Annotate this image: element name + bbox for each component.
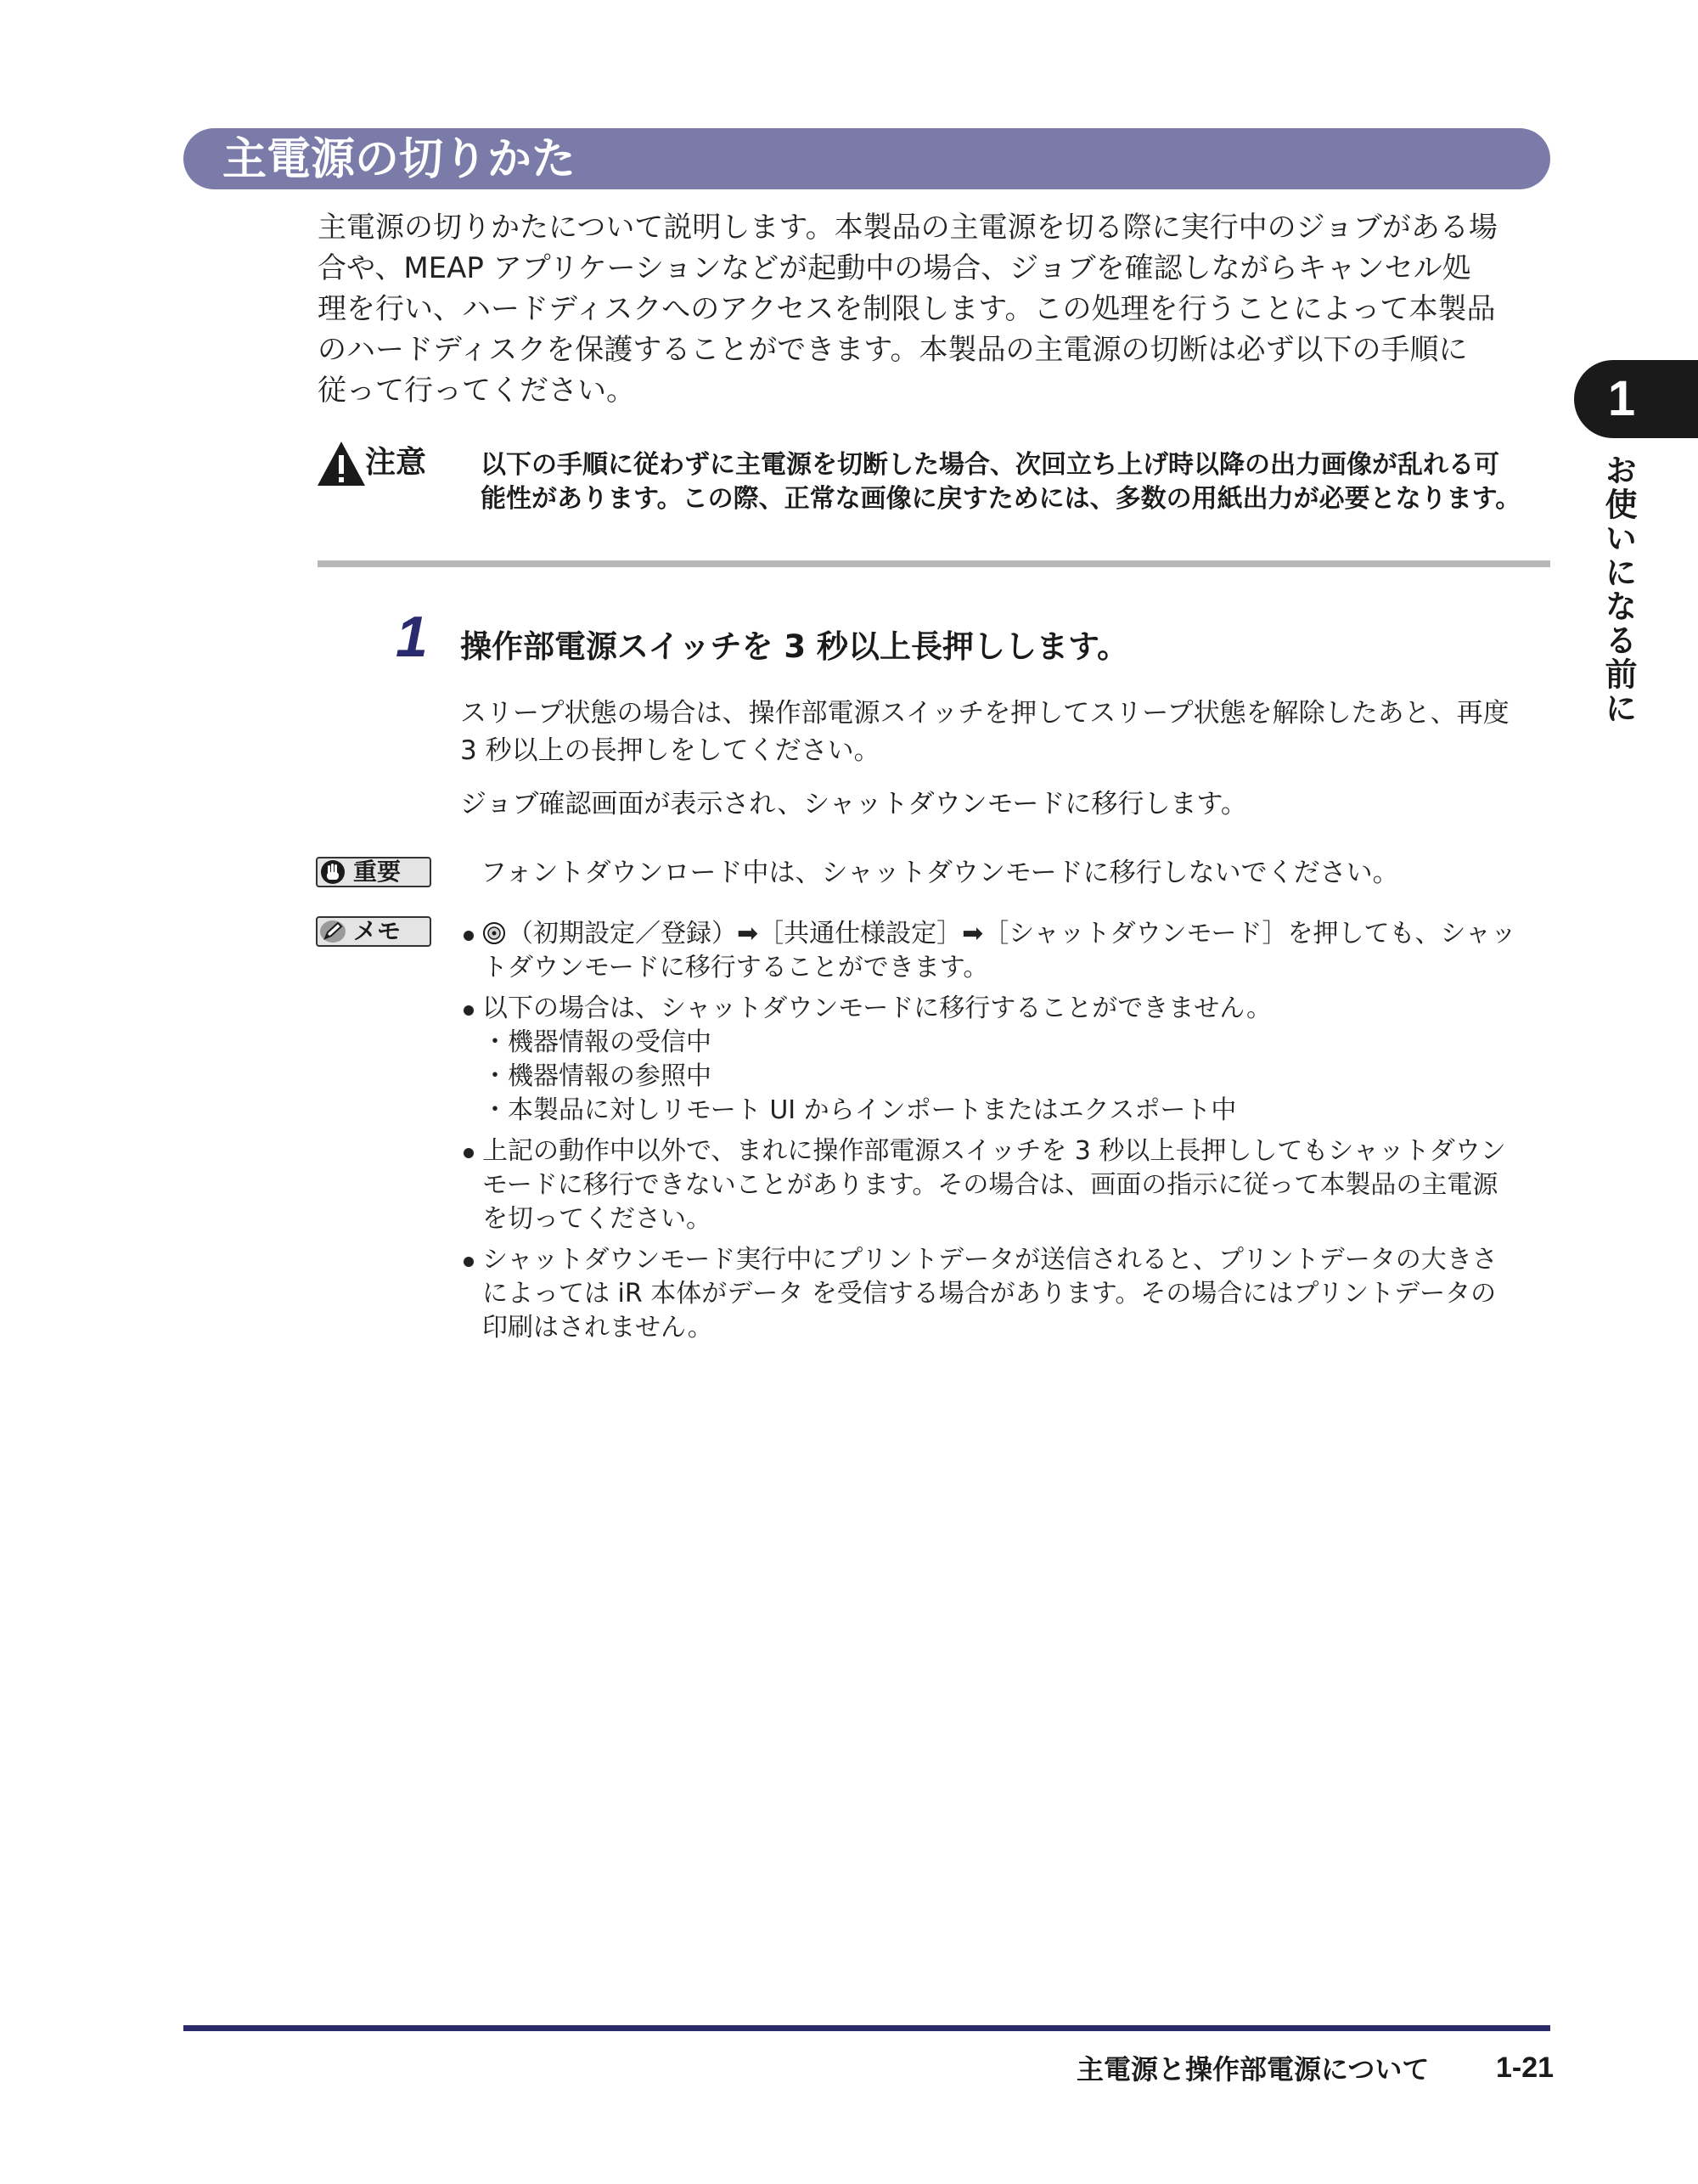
memo-line: によっては iR 本体がデータ を受信する場合があります。その場合にはプリントデータの — [482, 1279, 1497, 1309]
caution-label: 注意 — [365, 445, 427, 480]
section-divider — [318, 560, 1550, 567]
caution-line: 能性があります。この際、正常な画像に戻すためには、多数の用紙出力が必要となります。 — [481, 484, 1521, 514]
intro-paragraph — [318, 207, 1554, 411]
hand-stop-icon — [318, 858, 348, 886]
footer-section-title: 主電源と操作部電源について — [1077, 2053, 1430, 2085]
important-label-text: 重要 — [353, 858, 402, 886]
footer-rule — [183, 2025, 1550, 2031]
intro-line: 従って行ってください。 — [318, 374, 635, 408]
step-heading: 操作部電源スイッチを 3 秒以上長押しします。 — [460, 628, 1129, 665]
memo-line: トダウンモードに移行することができます。 — [482, 953, 989, 982]
memo-line: 以下の場合は、シャットダウンモードに移行することができません。 — [482, 993, 1272, 1023]
memo-item — [458, 1243, 1555, 1345]
caution-line: 以下の手順に従わずに主電源を切断した場合、次回立ち上げ時以降の出力画像が乱れる可 — [481, 450, 1499, 480]
chapter-title: お使いになる前に — [1600, 453, 1637, 725]
pencil-icon — [318, 918, 348, 945]
warning-triangle-icon — [316, 440, 367, 487]
memo-item — [458, 917, 1555, 985]
page-number: 1-21 — [1496, 2052, 1555, 2084]
memo-list — [458, 917, 1555, 1352]
memo-line: 印刷はされません。 — [482, 1313, 713, 1342]
memo-item — [458, 1134, 1555, 1236]
bullet-icon — [464, 1257, 474, 1267]
memo-label — [316, 916, 431, 947]
important-label — [316, 857, 431, 887]
chapter-number: 1 — [1607, 371, 1636, 426]
bullet-icon — [464, 1005, 474, 1016]
memo-line — [482, 917, 1555, 951]
memo-sub-item: ・機器情報の受信中 — [482, 1027, 711, 1057]
memo-item — [458, 992, 1555, 1128]
memo-line: を切ってください。 — [482, 1204, 711, 1234]
intro-line: 理を行い、ハードディスクへのアクセスを制限します。この処理を行うことによって本製品 — [318, 292, 1496, 326]
step-number: 1 — [396, 605, 428, 669]
step-desc-line: スリープ状態の場合は、操作部電源スイッチを押してスリープ状態を解除したあと、再度 — [460, 698, 1510, 729]
memo-line: シャットダウンモード実行中にプリントデータが送信されると、プリントデータの大きさ — [482, 1245, 1498, 1275]
step-description — [460, 695, 1555, 769]
bullet-icon — [464, 931, 474, 941]
step-desc-line: 3 秒以上の長押しをしてください。 — [460, 735, 880, 766]
caution-text — [481, 448, 1557, 516]
memo-label-text: メモ — [353, 917, 402, 945]
settings-key-icon — [482, 921, 506, 945]
section-title: 主電源の切りかた — [222, 134, 576, 185]
intro-line: のハードディスクを保護することができます。本製品の主電源の切断は必ず以下の手順に — [318, 333, 1468, 367]
step-result: ジョブ確認画面が表示され、シャットダウンモードに移行します。 — [460, 789, 1247, 819]
memo-text: （初期設定／登録）➡［共通仕様設定］➡［シャットダウンモード］を押しても、シャッ — [508, 919, 1516, 948]
memo-line: 上記の動作中以外で、まれに操作部電源スイッチを 3 秒以上長押ししてもシャットダウン — [482, 1136, 1506, 1166]
memo-sub-item: ・機器情報の参照中 — [482, 1061, 711, 1091]
memo-line: モードに移行できないことがあります。その場合は、画面の指示に従って本製品の主電源 — [482, 1170, 1498, 1200]
intro-line: 合や、MEAP アプリケーションなどが起動中の場合、ジョブを確認しながらキャンセル処 — [318, 251, 1471, 285]
bullet-icon — [464, 1148, 474, 1158]
memo-sub-item: ・本製品に対しリモート UI からインポートまたはエクスポート中 — [482, 1095, 1237, 1125]
intro-line: 主電源の切りかたについて説明します。本製品の主電源を切る際に実行中のジョブがある場 — [318, 211, 1498, 245]
important-text: フォントダウンロード中は、シャットダウンモードに移行しないでください。 — [481, 858, 1399, 888]
